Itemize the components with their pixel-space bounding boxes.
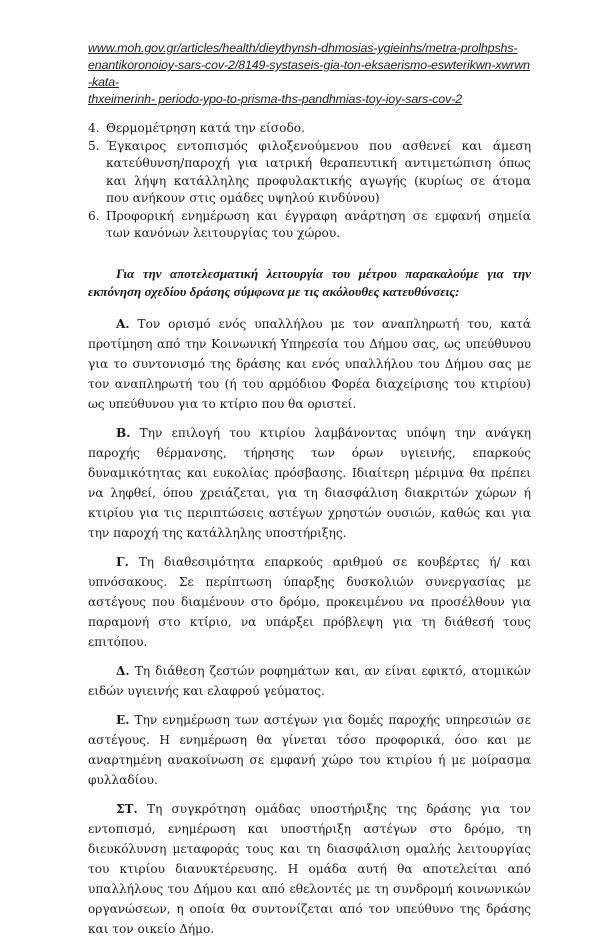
list-number: 6. <box>88 208 100 223</box>
list-text: Προφορική ενημέρωση και έγγραφη ανάρτηση σε εμφανή σημεία των κανόνων λειτουργίας του χώρου. <box>106 208 531 240</box>
section-intro: Για την αποτελεσματική λειτουργία του μέτρου παρακαλούμε για την εκπόνηση σχεδίου δράσης σύμφωνα με τις ακόλουθες κατευθύνσεις: <box>88 265 531 299</box>
guideline-paragraph <box>88 423 531 543</box>
guideline-label: ΣΤ. <box>116 801 138 816</box>
measures-list <box>88 120 531 243</box>
list-text: Έγκαιρος εντοπισμός φιλοξενούμενου που ασθενεί και άμεση κατεύθυνση/παροχή για ιατρική θεραπευτική αντιμετώπιση όπως και λήψη κατάλληλης προφυλακτικής αγωγής (κυρίως σε άτομα που ανήκουν στις ομάδες υψηλού κινδύνου) <box>106 138 531 205</box>
guideline-label: Β. <box>116 425 131 440</box>
list-item <box>88 138 531 208</box>
guideline-paragraph <box>88 661 531 701</box>
guideline-text: Τη συγκρότηση ομάδας υποστήριξης της δράσης για τον εντοπισμό, ενημέρωση και υποστήριξη αστέγων στο δρόμο, τη διευκόλυνση μεταφοράς τους και τη διασφάλιση ομαλής λειτουργίας του κτιρίου διανυκτέρευσης. Η ομάδα αυτή θα αποτελείται από υπαλλήλους του Δήμου και από εθελοντές με τη συνδρομή κοινωνικών οργανώσεων, η οποία θα συντονίζεται από τον υπεύθυνο της δράσης και τον οικείο Δήμο. <box>88 801 531 936</box>
guideline-label: Γ. <box>116 554 129 569</box>
list-number: 5. <box>88 138 100 153</box>
guideline-label: Ε. <box>116 712 130 727</box>
link-line[interactable]: enantikoronoioy-sars-cov-2/8149-systaseis-gia-ton-eksaerismo-eswterikwn-xwrwn-kata- <box>88 58 530 89</box>
guideline-paragraph <box>88 552 531 652</box>
guideline-text: Την ενημέρωση των αστέγων για δομές παροχής υπηρεσιών σε αστέγους. Η ενημέρωση θα γίνεται τόσο προφορικά, όσο και με αναρτημένη ανακοίνωση σε εμφανή χώρο του κτιρίου ή με μοίρασμα φυλλαδίου. <box>88 712 531 787</box>
guideline-text: Τη διαθεσιμότητα επαρκούς αριθμού σε κουβέρτες ή/ και υπνόσακους. Σε περίπτωση ύπαρξης δυσκολιών συνεργασίας με αστέγους που διαμένουν στο δρόμο, προκειμένου να προσέλθουν για παραμονή στο κτίριο, να υπάρξει πρόβλεψη για τη διάθεσή τους επιτόπου. <box>88 554 531 649</box>
link-line[interactable]: thxeimerinh- periodo-ypo-to-prisma-ths-pandhmias-toy-ioy-sars-cov-2 <box>88 92 463 106</box>
guideline-paragraph <box>88 710 531 790</box>
list-text: Θερμομέτρηση κατά την είσοδο. <box>106 121 305 135</box>
guideline-paragraph <box>88 799 531 939</box>
list-item <box>88 120 531 138</box>
guideline-label: Δ. <box>116 663 130 678</box>
guideline-text: Την επιλογή του κτιρίου λαμβάνοντας υπόψη την ανάγκη παροχής θέρμανσης, τήρησης των όρων υγιεινής, επαρκούς δυναμικότητας και ευκολίας πρόσβασης. Ιδιαίτερη μέριμνα θα πρέπει να ληφθεί, όπου χρειάζεται, για τη διασφάλιση διακριτών χώρων ή κτιρίου για τις περιπτώσεις αστέγων χρηστών ουσιών, καθώς και για την παροχή της κατάλληλης υποστήριξης. <box>88 425 531 540</box>
link-line[interactable]: www.moh.gov.gr/articles/health/dieythynsh-dhmosias-ygieinhs/metra-prolhpshs- <box>88 41 518 55</box>
list-item <box>88 208 531 243</box>
document-page <box>88 40 531 939</box>
reference-link[interactable] <box>88 40 531 108</box>
guideline-text: Τη διάθεση ζεστών ροφημάτων και, αν είναι εφικτό, ατομικών ειδών υγιεινής και ελαφρού γεύματος. <box>88 663 531 698</box>
guideline-text: Τον ορισμό ενός υπαλλήλου με τον αναπληρωτή του, κατά προτίμηση από την Κοινωνική Υπηρεσία του Δήμου σας, ως υπεύθυνου για το συντονισμό της δράσης και ενός υπαλλήλου του Δήμου σας με τον αναπληρωτή του (ή του αρμόδιου Φορέα διαχείρισης του κτιρίου) ως υπεύθυνου για το κτίριο που θα οριστεί. <box>88 316 531 411</box>
list-number: 4. <box>88 121 100 135</box>
guideline-paragraph <box>88 314 531 414</box>
guideline-label: Α. <box>116 316 130 331</box>
